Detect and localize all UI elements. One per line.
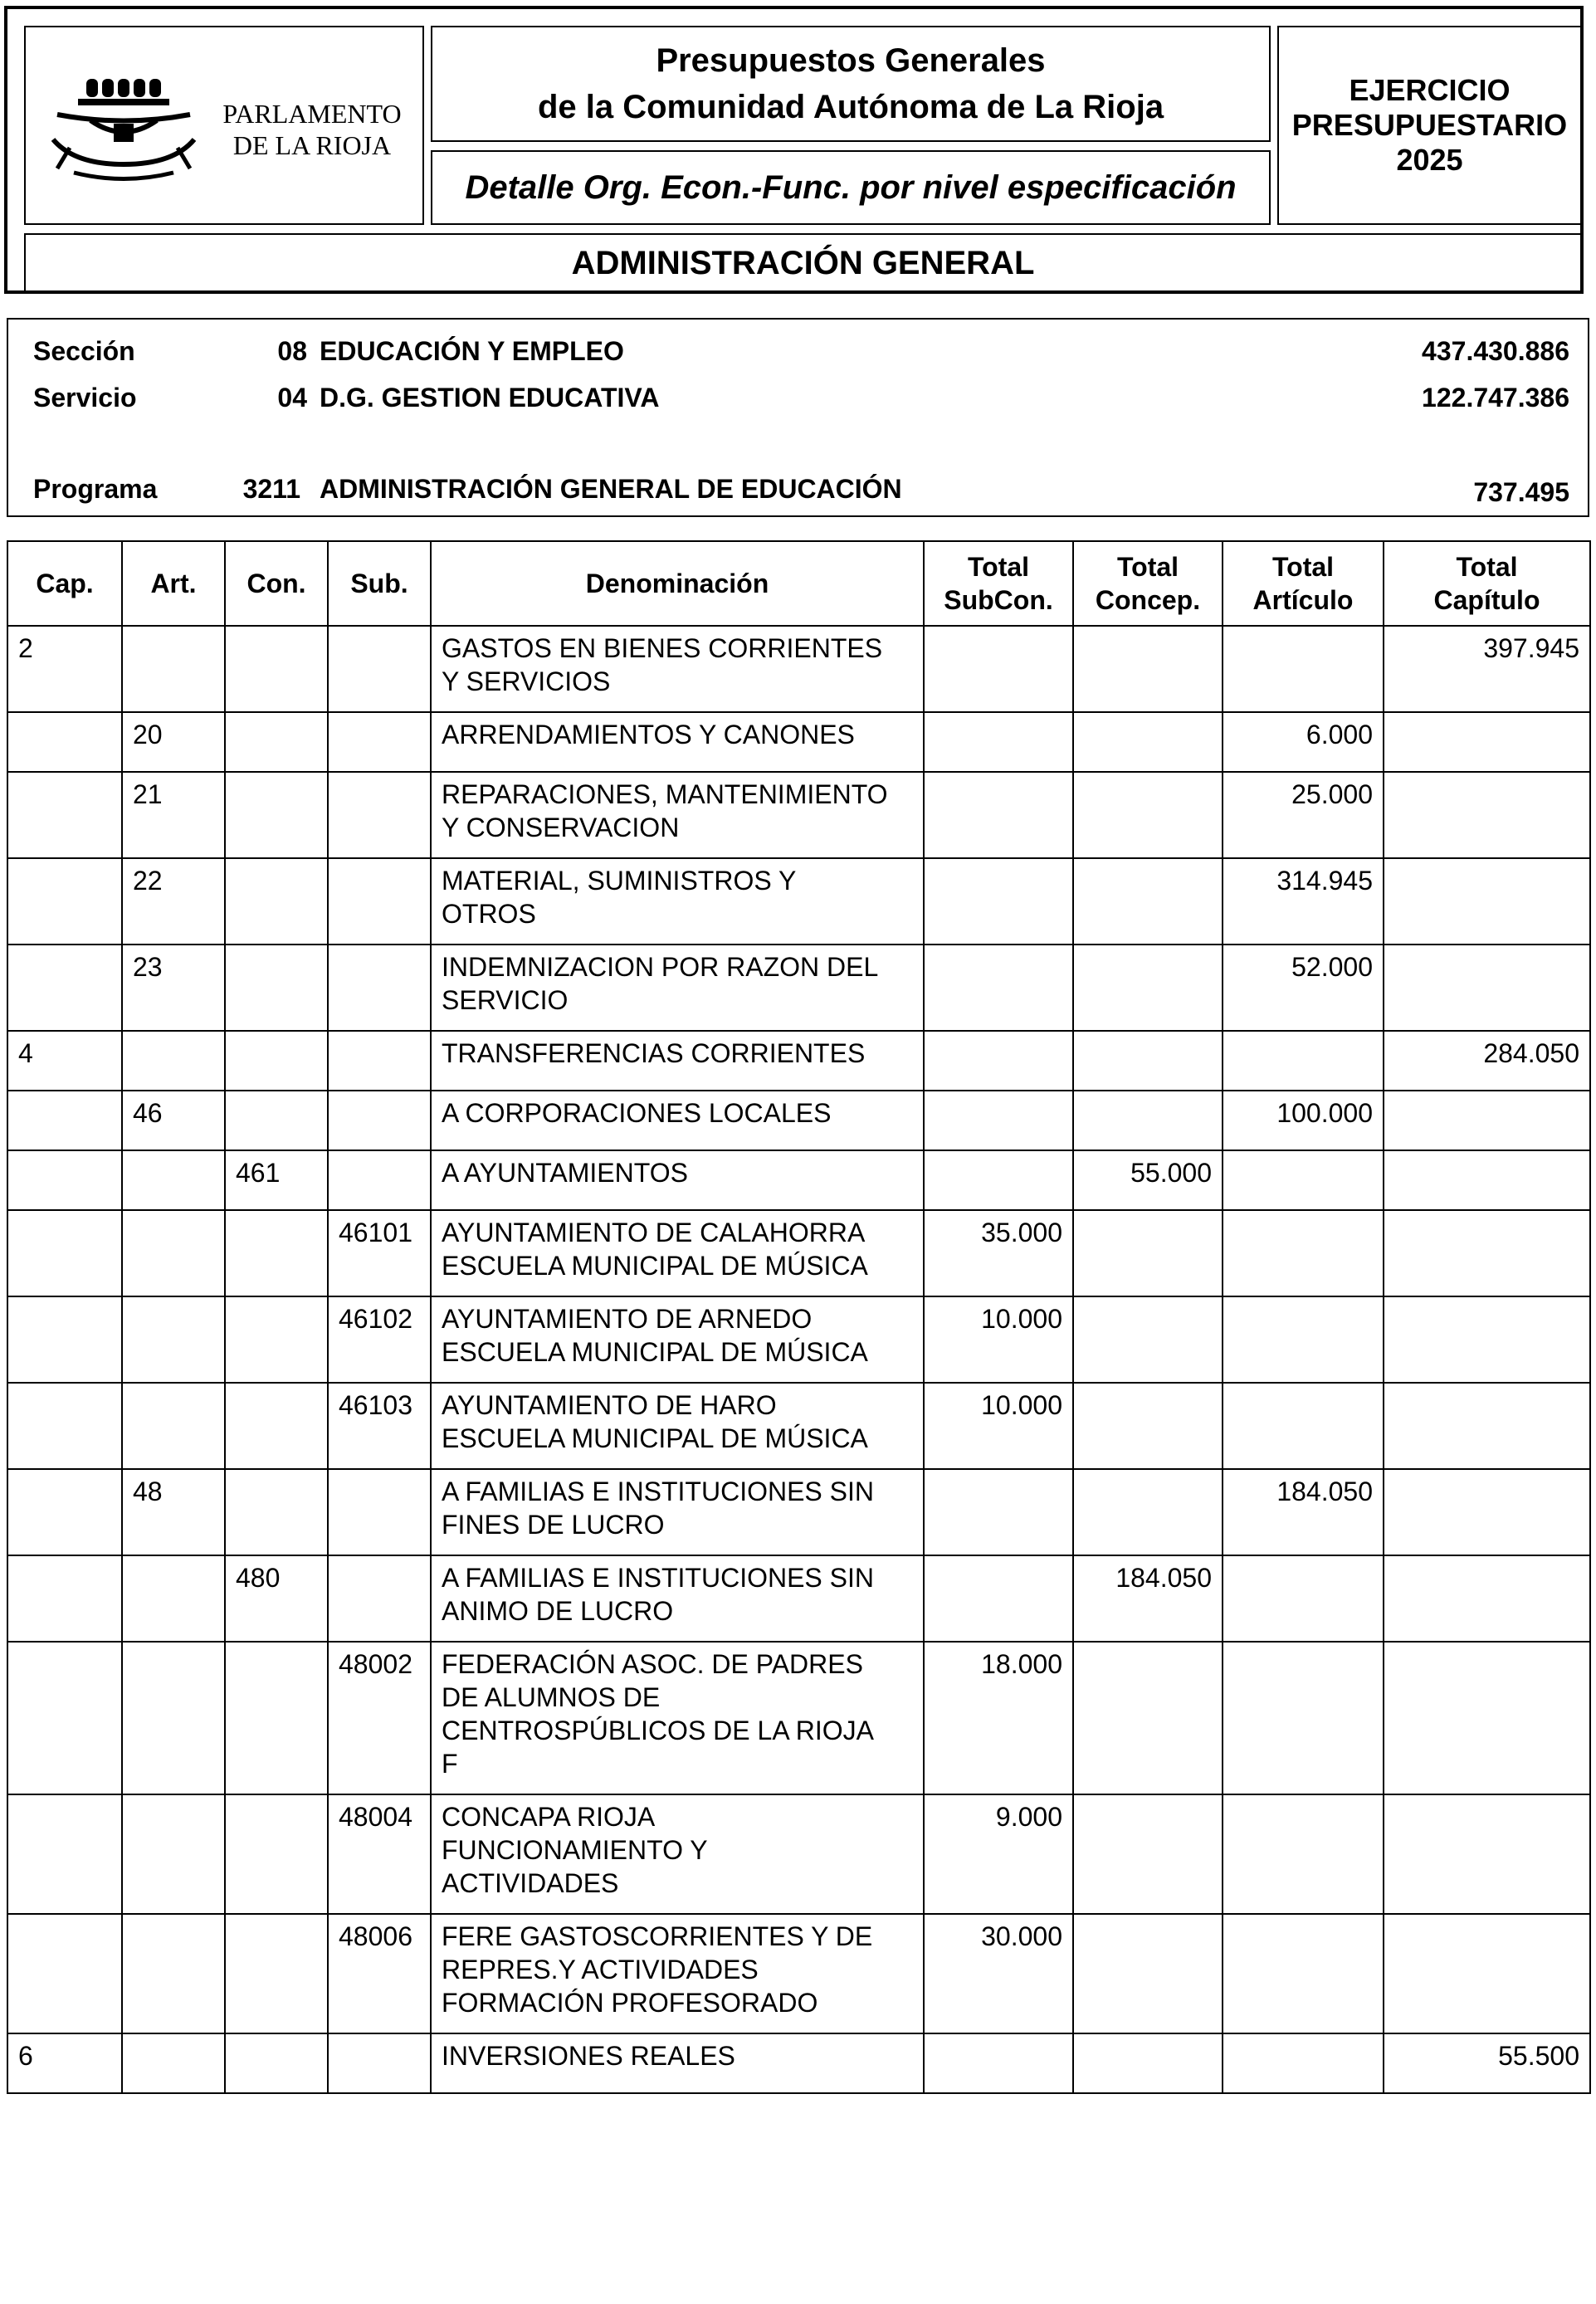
cell-sub [328, 1031, 431, 1091]
cell-denominacion [431, 1555, 924, 1642]
cell-total-subcon [924, 858, 1073, 945]
exercise-label: EJERCICIO [1349, 73, 1511, 107]
exercise-year: 2025 [1396, 143, 1463, 177]
denominacion-line: GASTOS EN BIENES CORRIENTES [442, 633, 883, 663]
cell-total-subcon: 9.000 [924, 1794, 1073, 1914]
cell-art [122, 626, 225, 712]
cell-total-capitulo [1384, 945, 1590, 1031]
cell-art: 48 [122, 1469, 225, 1555]
cell-denominacion [431, 945, 924, 1031]
cell-total-concep [1073, 1469, 1223, 1555]
parliament-logo-icon [41, 69, 207, 193]
cell-art [122, 1383, 225, 1469]
cell-total-concep [1073, 1642, 1223, 1794]
cell-total-subcon: 30.000 [924, 1914, 1073, 2033]
denominacion-line: TRANSFERENCIAS CORRIENTES [442, 1038, 866, 1068]
cell-denominacion [431, 1031, 924, 1091]
cell-con: 461 [225, 1150, 328, 1210]
table-row [7, 1091, 1590, 1150]
header-label: Capítulo [1433, 585, 1540, 615]
cell-total-subcon [924, 1555, 1073, 1642]
cell-denominacion [431, 1794, 924, 1914]
denominacion-line: OTROS [442, 899, 536, 929]
cell-cap [7, 1091, 122, 1150]
cell-sub [328, 712, 431, 772]
cell-total-concep [1073, 1383, 1223, 1469]
header-denominacion [431, 541, 924, 626]
cell-art: 21 [122, 772, 225, 858]
cell-total-concep [1073, 1210, 1223, 1296]
cell-art [122, 1555, 225, 1642]
cell-total-articulo: 25.000 [1223, 772, 1384, 858]
header-art [122, 541, 225, 626]
info-code: 04 [277, 383, 307, 412]
info-name: D.G. GESTION EDUCATIVA [320, 383, 660, 412]
logo-panel [24, 26, 424, 225]
cell-total-concep [1073, 1091, 1223, 1150]
table-row [7, 1296, 1590, 1383]
cell-denominacion [431, 626, 924, 712]
cell-cap [7, 712, 122, 772]
cell-sub [328, 626, 431, 712]
cell-total-articulo [1223, 2033, 1384, 2093]
info-row-servicio [8, 383, 1588, 419]
cell-total-capitulo: 397.945 [1384, 626, 1590, 712]
table-row [7, 1210, 1590, 1296]
cell-total-subcon [924, 1091, 1073, 1150]
denominacion-line: FUNCIONAMIENTO Y [442, 1835, 708, 1865]
cell-con [225, 1383, 328, 1469]
info-row-programa [8, 474, 1588, 510]
cell-art [122, 1794, 225, 1914]
cell-total-concep [1073, 1296, 1223, 1383]
cell-total-articulo [1223, 1555, 1384, 1642]
cell-cap: 2 [7, 626, 122, 712]
cell-sub [328, 858, 431, 945]
cell-sub: 48006 [328, 1914, 431, 2033]
header-label: Denominación [585, 569, 769, 598]
denominacion-line: CENTROSPÚBLICOS DE LA RIOJA [442, 1716, 875, 1745]
logo-text-line: PARLAMENTO [222, 99, 402, 129]
table-row [7, 1469, 1590, 1555]
header-con [225, 541, 328, 626]
cell-cap [7, 1642, 122, 1794]
info-code: 08 [277, 336, 307, 366]
cell-total-subcon [924, 1150, 1073, 1210]
info-name: EDUCACIÓN Y EMPLEO [320, 336, 624, 366]
cell-art [122, 1210, 225, 1296]
cell-total-articulo [1223, 626, 1384, 712]
cell-total-subcon [924, 1031, 1073, 1091]
subtitle-panel [431, 150, 1271, 225]
cell-total-capitulo [1384, 712, 1590, 772]
denominacion-line: REPRES.Y ACTIVIDADES [442, 1955, 759, 1984]
cell-sub [328, 2033, 431, 2093]
denominacion-line: ARRENDAMIENTOS Y CANONES [442, 720, 855, 749]
cell-total-capitulo [1384, 1210, 1590, 1296]
cell-total-concep [1073, 858, 1223, 945]
cell-sub [328, 772, 431, 858]
title-panel [431, 26, 1271, 142]
cell-con [225, 1210, 328, 1296]
cell-total-articulo: 184.050 [1223, 1469, 1384, 1555]
denominacion-line: FERE GASTOSCORRIENTES Y DE [442, 1921, 873, 1951]
header-label: Sub. [350, 569, 408, 598]
info-label: Servicio [33, 383, 137, 412]
cell-sub: 48004 [328, 1794, 431, 1914]
header-label: Total [1456, 552, 1518, 582]
table-row [7, 712, 1590, 772]
cell-total-subcon: 18.000 [924, 1642, 1073, 1794]
cell-total-subcon: 10.000 [924, 1383, 1073, 1469]
cell-total-concep [1073, 1031, 1223, 1091]
table-row [7, 772, 1590, 858]
cell-total-subcon: 10.000 [924, 1296, 1073, 1383]
header-total-concep [1073, 541, 1223, 626]
cell-total-articulo [1223, 1150, 1384, 1210]
cell-denominacion [431, 1383, 924, 1469]
cell-total-articulo: 6.000 [1223, 712, 1384, 772]
cell-art: 20 [122, 712, 225, 772]
cell-total-articulo [1223, 1794, 1384, 1914]
cell-total-subcon: 35.000 [924, 1210, 1073, 1296]
table-body [7, 626, 1590, 2093]
cell-con [225, 772, 328, 858]
denominacion-line: AYUNTAMIENTO DE HARO [442, 1390, 777, 1420]
cell-denominacion [431, 772, 924, 858]
cell-art [122, 1642, 225, 1794]
denominacion-line: ANIMO DE LUCRO [442, 1596, 674, 1626]
header-total-capitulo [1384, 541, 1590, 626]
cell-total-capitulo: 55.500 [1384, 2033, 1590, 2093]
cell-con [225, 1794, 328, 1914]
denominacion-line: A FAMILIAS E INSTITUCIONES SIN [442, 1563, 874, 1593]
cell-art: 22 [122, 858, 225, 945]
header-label: Con. [246, 569, 306, 598]
admin-label: ADMINISTRACIÓN GENERAL [571, 244, 1035, 281]
cell-con [225, 626, 328, 712]
cell-total-capitulo: 284.050 [1384, 1031, 1590, 1091]
cell-total-capitulo [1384, 1914, 1590, 2033]
budget-table [7, 540, 1591, 2094]
denominacion-line: A CORPORACIONES LOCALES [442, 1098, 832, 1128]
header-label: Artículo [1252, 585, 1354, 615]
header-total-subcon [924, 541, 1073, 626]
cell-cap [7, 1914, 122, 2033]
cell-con [225, 945, 328, 1031]
cell-con [225, 712, 328, 772]
cell-total-concep [1073, 945, 1223, 1031]
cell-art [122, 1296, 225, 1383]
cell-cap [7, 1383, 122, 1469]
denominacion-line: AYUNTAMIENTO DE ARNEDO [442, 1304, 813, 1334]
table-row [7, 1150, 1590, 1210]
document-header [4, 6, 1584, 294]
cell-total-articulo [1223, 1210, 1384, 1296]
header-label: Total [1116, 552, 1179, 582]
cell-total-articulo [1223, 1296, 1384, 1383]
cell-total-articulo: 52.000 [1223, 945, 1384, 1031]
cell-total-subcon [924, 626, 1073, 712]
header-label: Cap. [36, 569, 94, 598]
cell-denominacion [431, 1642, 924, 1794]
cell-denominacion [431, 858, 924, 945]
denominacion-line: INDEMNIZACION POR RAZON DEL [442, 952, 879, 982]
info-amount: 437.430.886 [1422, 336, 1569, 366]
cell-art: 46 [122, 1091, 225, 1150]
denominacion-line: ESCUELA MUNICIPAL DE MÚSICA [442, 1251, 868, 1281]
table-row [7, 1031, 1590, 1091]
cell-con: 480 [225, 1555, 328, 1642]
cell-con [225, 1031, 328, 1091]
info-label: Sección [33, 336, 135, 366]
table-row [7, 858, 1590, 945]
cell-sub [328, 1150, 431, 1210]
cell-denominacion [431, 1469, 924, 1555]
denominacion-line: SERVICIO [442, 985, 569, 1015]
table-row [7, 2033, 1590, 2093]
denominacion-line: ESCUELA MUNICIPAL DE MÚSICA [442, 1423, 868, 1453]
cell-art [122, 1031, 225, 1091]
cell-total-capitulo [1384, 1383, 1590, 1469]
info-code: 3211 [242, 474, 300, 504]
info-row-seccion [8, 336, 1588, 373]
header-label: Total [1271, 552, 1335, 582]
info-label: Programa [33, 474, 158, 504]
denominacion-line: Y CONSERVACION [442, 813, 680, 842]
denominacion-line: ACTIVIDADES [442, 1868, 619, 1898]
cell-total-concep [1073, 1794, 1223, 1914]
cell-total-articulo [1223, 1642, 1384, 1794]
cell-denominacion [431, 1914, 924, 2033]
cell-total-concep [1073, 712, 1223, 772]
denominacion-line: AYUNTAMIENTO DE CALAHORRA [442, 1218, 866, 1247]
logo-text-line: DE LA RIOJA [232, 130, 392, 160]
cell-total-capitulo [1384, 1469, 1590, 1555]
cell-total-capitulo [1384, 1150, 1590, 1210]
cell-sub [328, 945, 431, 1031]
denominacion-line: Y SERVICIOS [442, 666, 611, 696]
cell-sub [328, 1469, 431, 1555]
header-label: Total [967, 552, 1030, 582]
logo-text [204, 98, 420, 161]
denominacion-line: CONCAPA RIOJA [442, 1802, 656, 1832]
admin-panel [24, 233, 1582, 293]
cell-art [122, 1914, 225, 2033]
table-row [7, 1914, 1590, 2033]
cell-sub [328, 1555, 431, 1642]
table-row [7, 945, 1590, 1031]
cell-cap [7, 1296, 122, 1383]
header-label: Art. [150, 569, 197, 598]
header-label: SubCon. [944, 585, 1053, 615]
info-amount: 122.747.386 [1422, 383, 1569, 412]
exercise-panel [1277, 26, 1582, 225]
cell-cap [7, 1794, 122, 1914]
cell-sub [328, 1091, 431, 1150]
cell-cap [7, 858, 122, 945]
cell-total-capitulo [1384, 1555, 1590, 1642]
table-row [7, 626, 1590, 712]
cell-con [225, 1296, 328, 1383]
cell-cap [7, 1150, 122, 1210]
cell-total-articulo [1223, 1914, 1384, 2033]
cell-total-articulo: 314.945 [1223, 858, 1384, 945]
cell-con [225, 1642, 328, 1794]
cell-total-capitulo [1384, 772, 1590, 858]
cell-denominacion [431, 2033, 924, 2093]
cell-total-capitulo [1384, 1794, 1590, 1914]
header-cap [7, 541, 122, 626]
cell-con [225, 858, 328, 945]
denominacion-line: INVERSIONES REALES [442, 2041, 735, 2071]
cell-total-concep: 55.000 [1073, 1150, 1223, 1210]
table-row [7, 1642, 1590, 1794]
cell-total-articulo: 100.000 [1223, 1091, 1384, 1150]
cell-sub: 48002 [328, 1642, 431, 1794]
cell-total-capitulo [1384, 858, 1590, 945]
cell-total-subcon [924, 945, 1073, 1031]
table-header-row [7, 541, 1590, 626]
denominacion-line: FEDERACIÓN ASOC. DE PADRES [442, 1649, 863, 1679]
cell-sub: 46102 [328, 1296, 431, 1383]
header-label: Concep. [1095, 585, 1201, 615]
cell-art: 23 [122, 945, 225, 1031]
section-info [7, 318, 1589, 517]
cell-denominacion [431, 712, 924, 772]
cell-denominacion [431, 1150, 924, 1210]
cell-total-subcon [924, 1469, 1073, 1555]
cell-total-subcon [924, 712, 1073, 772]
cell-total-concep [1073, 772, 1223, 858]
cell-total-capitulo [1384, 1296, 1590, 1383]
cell-cap: 6 [7, 2033, 122, 2093]
cell-cap [7, 945, 122, 1031]
document-subtitle: Detalle Org. Econ.-Func. por nivel especificación [465, 168, 1237, 206]
document-title: Presupuestos Generales [656, 42, 1046, 79]
cell-total-concep [1073, 2033, 1223, 2093]
cell-con [225, 1914, 328, 2033]
table-row [7, 1794, 1590, 1914]
cell-total-subcon [924, 2033, 1073, 2093]
table-row [7, 1555, 1590, 1642]
cell-cap [7, 1469, 122, 1555]
document-title: de la Comunidad Autónoma de La Rioja [537, 89, 1164, 125]
cell-total-articulo [1223, 1383, 1384, 1469]
header-total-articulo [1223, 541, 1384, 626]
cell-total-concep [1073, 626, 1223, 712]
cell-total-capitulo [1384, 1091, 1590, 1150]
denominacion-line: A AYUNTAMIENTOS [442, 1158, 688, 1188]
table-row [7, 1383, 1590, 1469]
cell-con [225, 2033, 328, 2093]
cell-total-subcon [924, 772, 1073, 858]
cell-total-capitulo [1384, 1642, 1590, 1794]
cell-cap: 4 [7, 1031, 122, 1091]
denominacion-line: F [442, 1749, 458, 1779]
cell-denominacion [431, 1091, 924, 1150]
cell-art [122, 1150, 225, 1210]
denominacion-line: FINES DE LUCRO [442, 1510, 665, 1540]
cell-con [225, 1469, 328, 1555]
cell-sub: 46101 [328, 1210, 431, 1296]
cell-denominacion [431, 1210, 924, 1296]
cell-art [122, 2033, 225, 2093]
cell-sub: 46103 [328, 1383, 431, 1469]
denominacion-line: REPARACIONES, MANTENIMIENTO [442, 779, 888, 809]
info-amount: 737.495 [1473, 477, 1569, 507]
denominacion-line: FORMACIÓN PROFESORADO [442, 1988, 818, 2018]
exercise-label: PRESUPUESTARIO [1291, 108, 1568, 142]
denominacion-line: A FAMILIAS E INSTITUCIONES SIN [442, 1477, 874, 1506]
cell-total-concep: 184.050 [1073, 1555, 1223, 1642]
cell-total-concep [1073, 1914, 1223, 2033]
cell-cap [7, 1210, 122, 1296]
cell-denominacion [431, 1296, 924, 1383]
cell-total-articulo [1223, 1031, 1384, 1091]
cell-cap [7, 1555, 122, 1642]
denominacion-line: DE ALUMNOS DE [442, 1682, 661, 1712]
denominacion-line: ESCUELA MUNICIPAL DE MÚSICA [442, 1337, 868, 1367]
cell-cap [7, 772, 122, 858]
cell-con [225, 1091, 328, 1150]
denominacion-line: MATERIAL, SUMINISTROS Y [442, 866, 797, 896]
info-name: ADMINISTRACIÓN GENERAL DE EDUCACIÓN [320, 474, 902, 504]
header-sub [328, 541, 431, 626]
